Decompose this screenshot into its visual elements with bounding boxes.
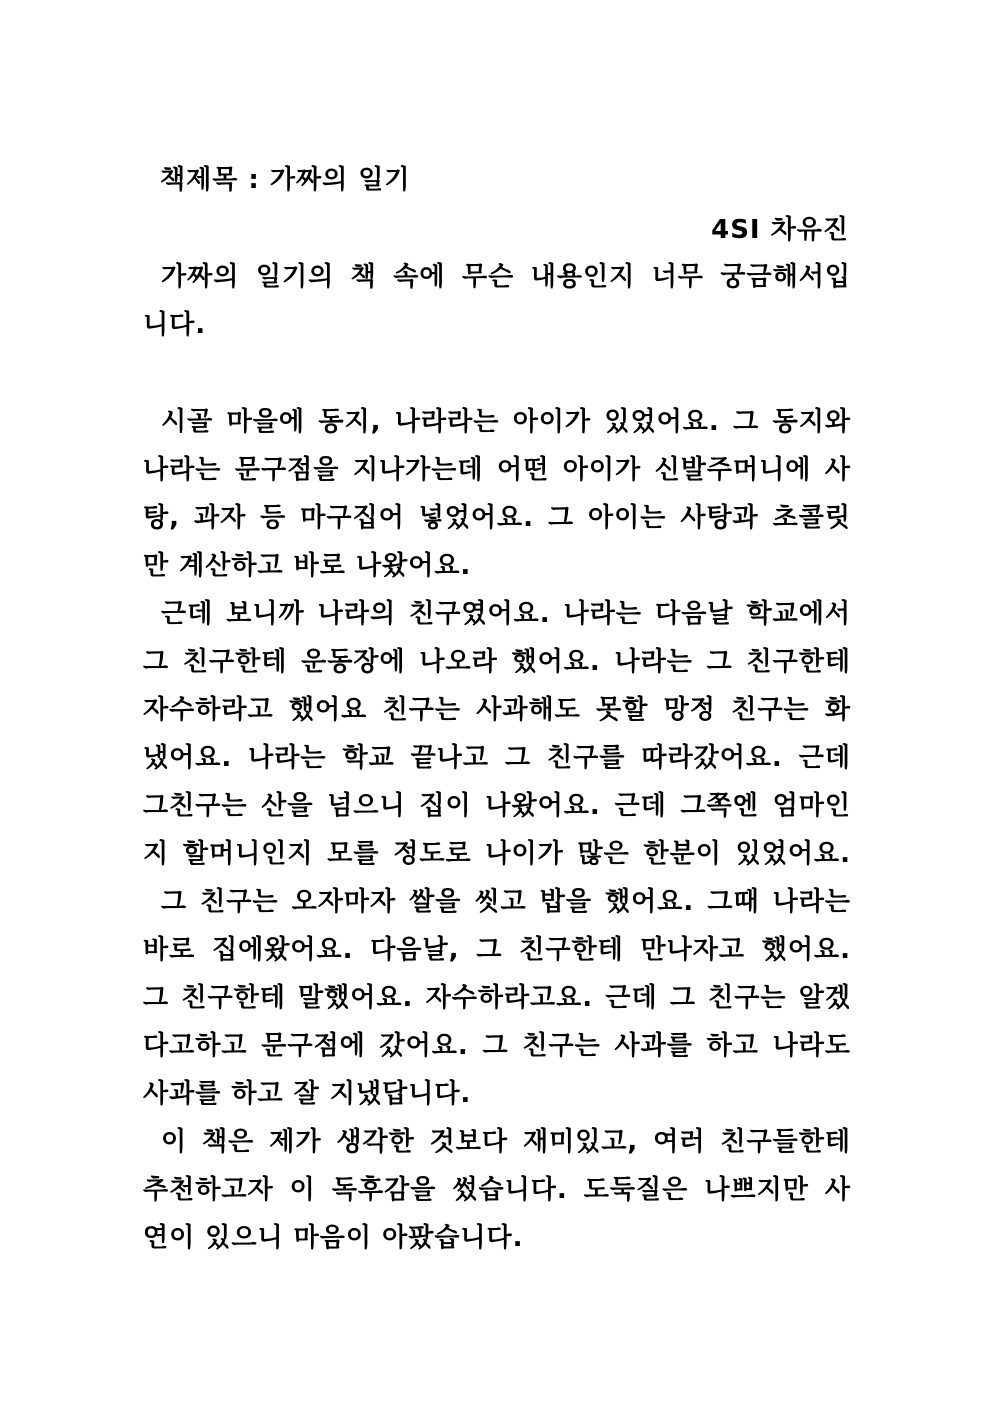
text-line: 추천하고자 이 독후감을 썼습니다. 도둑질은 나쁘지만 사 (143, 1175, 851, 1205)
text-line: 그 친구한테 운동장에 나오라 했어요. 나라는 그 친구한테 (143, 647, 851, 677)
text-line: 그친구는 산을 넘으니 집이 나왔어요. 근데 그쪽엔 엄마인 (143, 791, 851, 821)
text-line: 다고하고 문구점에 갔어요. 그 친구는 사과를 하고 나라도 (143, 1031, 851, 1061)
text-line: 연이 있으니 마음이 아팠습니다. (143, 1223, 524, 1253)
book-title: 책제목 : 가짜의 일기 (160, 165, 411, 195)
text-line: 근데 보니까 나라의 친구였어요. 나라는 다음날 학교에서 (161, 599, 851, 629)
text-line: 니다. (143, 310, 207, 340)
text-line: 바로 집에왔어요. 다음날, 그 친구한테 만나자고 했어요. (143, 935, 851, 965)
text-line: 나라는 문구점을 지나가는데 어떤 아이가 신발주머니에 사 (143, 455, 851, 485)
text-line: 자수하라고 했어요 친구는 사과해도 못할 망정 친구는 화 (143, 695, 851, 725)
text-line: 그 친구한테 말했어요. 자수하라고요. 근데 그 친구는 알겠 (143, 983, 851, 1013)
text-line: 지 할머니인지 모를 정도로 나이가 많은 한분이 있었어요. (143, 839, 851, 869)
author-name: 4SI 차유진 (711, 215, 849, 245)
text-line: 이 책은 제가 생각한 것보다 재미있고, 여러 친구들한테 (161, 1127, 851, 1157)
text-line: 만 계산하고 바로 나왔어요. (143, 551, 472, 581)
text-line: 사과를 하고 잘 지냈답니다. (143, 1079, 472, 1109)
text-line: 가짜의 일기의 책 속에 무슨 내용인지 너무 궁금해서입 (161, 262, 851, 292)
text-line: 그 친구는 오자마자 쌀을 씻고 밥을 했어요. 그때 나라는 (161, 887, 851, 917)
text-line: 시골 마을에 동지, 나라라는 아이가 있었어요. 그 동지와 (161, 407, 851, 437)
text-line: 냈어요. 나라는 학교 끝나고 그 친구를 따라갔어요. 근데 (143, 743, 851, 773)
text-line: 탕, 과자 등 마구집어 넣었어요. 그 아이는 사탕과 초콜릿 (143, 503, 851, 533)
